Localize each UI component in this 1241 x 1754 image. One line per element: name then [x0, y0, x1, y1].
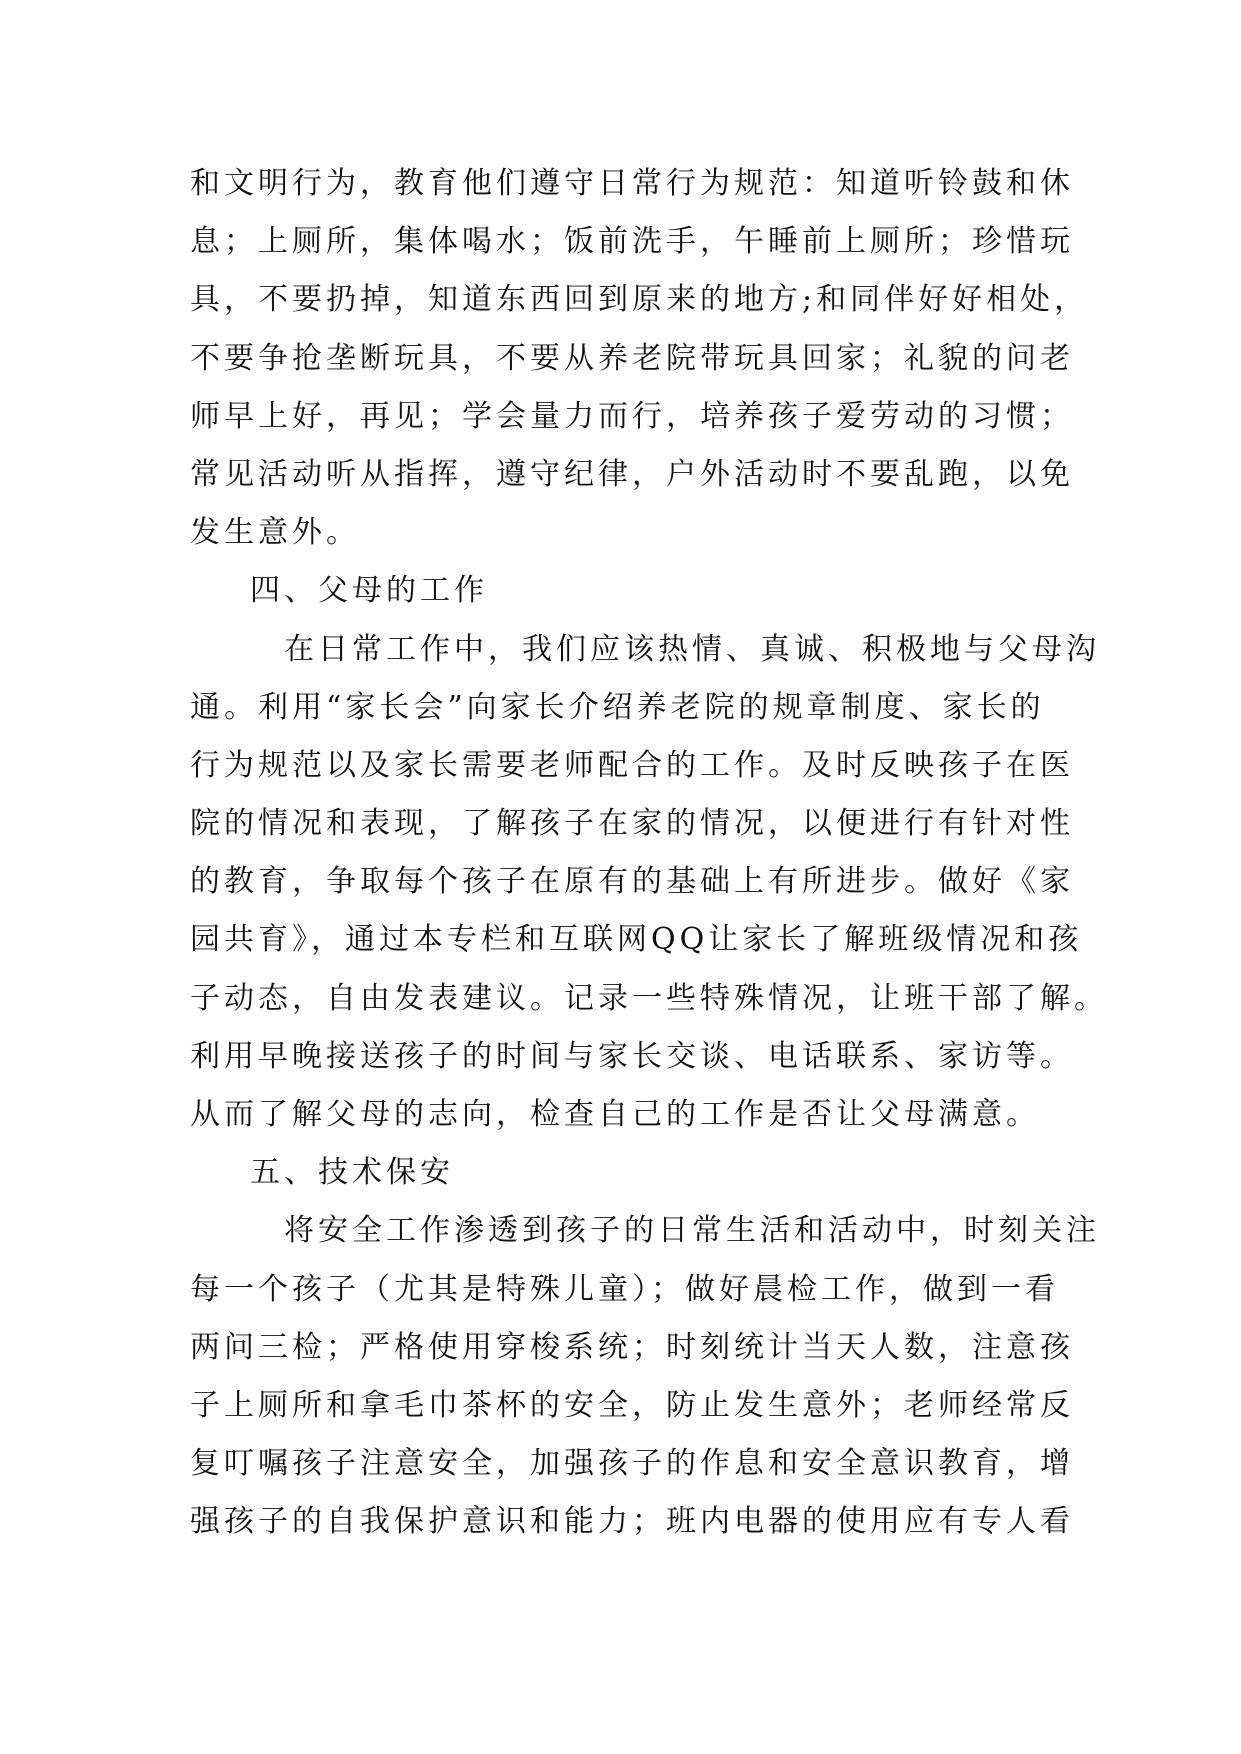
- text-line: 发生意外。: [190, 515, 360, 551]
- text-line: 每一个孩子（尤其是特殊儿童）；做好晨检工作，做到一看: [190, 1271, 1059, 1307]
- text-line: 息；上厕所，集体喝水；饭前洗手，午睡前上厕所；珍惜玩: [190, 224, 1074, 260]
- text-line: 园共育》，通过本专栏和互联网QQ让家长了解班级情况和孩: [190, 922, 1083, 958]
- text-line: 通。利用“家长会”向家长介绍养老院的规章制度、家长的: [190, 689, 1045, 725]
- text-line: 师早上好，再见；学会量力而行，培养孩子爱劳动的习惯；: [190, 398, 1074, 434]
- text-line: 子动态，自由发表建议。记录一些特殊情况，让班干部了解。: [190, 980, 1108, 1016]
- text-line: 从而了解父母的志向，检查自己的工作是否让父母满意。: [190, 1097, 1040, 1132]
- text-line: 将安全工作渗透到孩子的日常生活和活动中，时刻关注: [250, 1213, 1100, 1249]
- section-heading-4: 四、父母的工作: [250, 573, 488, 609]
- text-line: 复叮嘱孩子注意安全，加强孩子的作息和安全意识教育，增: [190, 1446, 1074, 1482]
- text-line: 的教育，争取每个孩子在原有的基础上有所进步。做好《家: [190, 864, 1074, 900]
- text-line: 和文明行为，教育他们遵守日常行为规范：知道听铃鼓和休: [190, 166, 1074, 201]
- text-line: 院的情况和表现，了解孩子在家的情况，以便进行有针对性: [190, 806, 1074, 842]
- text-line: 行为规范以及家长需要老师配合的工作。及时反映孩子在医: [190, 747, 1074, 783]
- text-line: 在日常工作中，我们应该热情、真诚、积极地与父母沟: [250, 631, 1100, 667]
- text-line: 子上厕所和拿毛巾茶杯的安全，防止发生意外；老师经常反: [190, 1387, 1074, 1423]
- text-line: 常见活动听从指挥，遵守纪律，户外活动时不要乱跑，以免: [190, 456, 1074, 492]
- text-line: 不要争抢垄断玩具，不要从养老院带玩具回家；礼貌的问老: [190, 340, 1074, 376]
- text-line: 强孩子的自我保护意识和能力；班内电器的使用应有专人看: [190, 1504, 1074, 1540]
- body-text: [190, 155, 1108, 1552]
- text-line: 利用早晚接送孩子的时间与家长交谈、电话联系、家访等。: [190, 1038, 1074, 1074]
- section-heading-5: 五、技术保安: [250, 1155, 454, 1191]
- text-line: 两问三检；严格使用穿梭系统；时刻统计当天人数，注意孩: [190, 1329, 1074, 1365]
- text-line: 具，不要扔掉，知道东西回到原来的地方;和同伴好好相处，: [190, 282, 1089, 318]
